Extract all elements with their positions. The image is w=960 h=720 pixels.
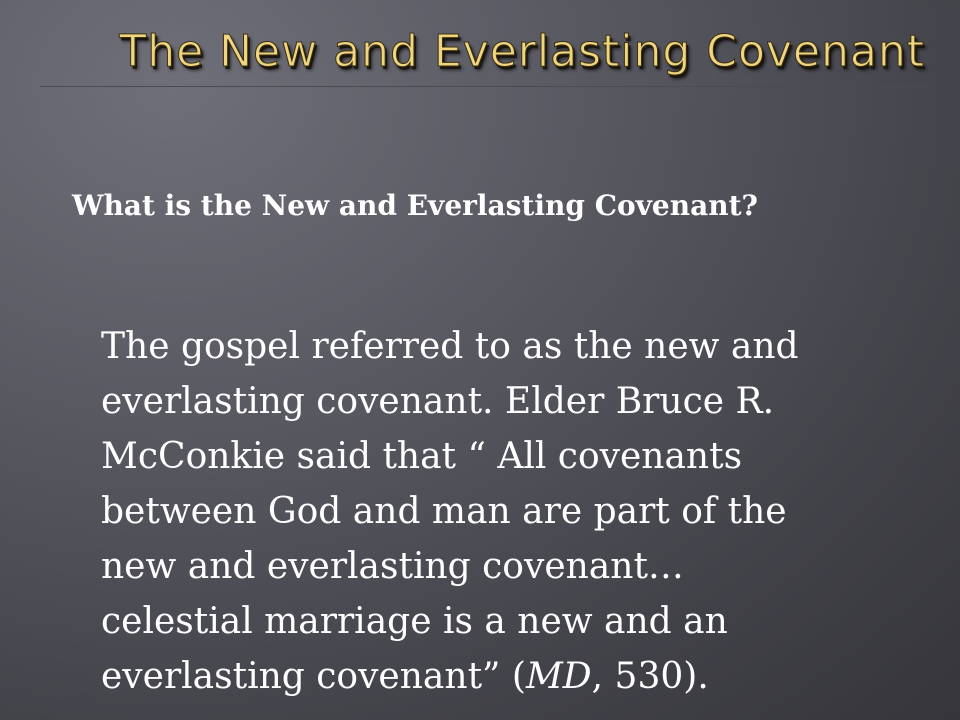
citation-source: MD bbox=[525, 656, 592, 697]
answer-line: everlasting covenant. Elder Bruce R. bbox=[101, 381, 775, 422]
title-divider bbox=[40, 86, 925, 87]
answer-last-line bbox=[101, 649, 936, 704]
answer-line: new and everlasting covenant… bbox=[101, 546, 684, 587]
answer-paragraph bbox=[101, 319, 936, 704]
answer-last-line-start: everlasting covenant” ( bbox=[101, 656, 526, 697]
question-text: What is the New and Everlasting Covenant? bbox=[72, 189, 758, 222]
answer-line: between God and man are part of the bbox=[101, 491, 787, 532]
answer-line: McConkie said that “ All covenants bbox=[101, 436, 743, 477]
answer-line: The gospel referred to as the new and bbox=[101, 326, 799, 367]
slide-title: The New and Everlasting Covenant bbox=[119, 26, 925, 77]
answer-last-line-end: , 530). bbox=[591, 656, 709, 697]
answer-line: celestial marriage is a new and an bbox=[101, 601, 728, 642]
